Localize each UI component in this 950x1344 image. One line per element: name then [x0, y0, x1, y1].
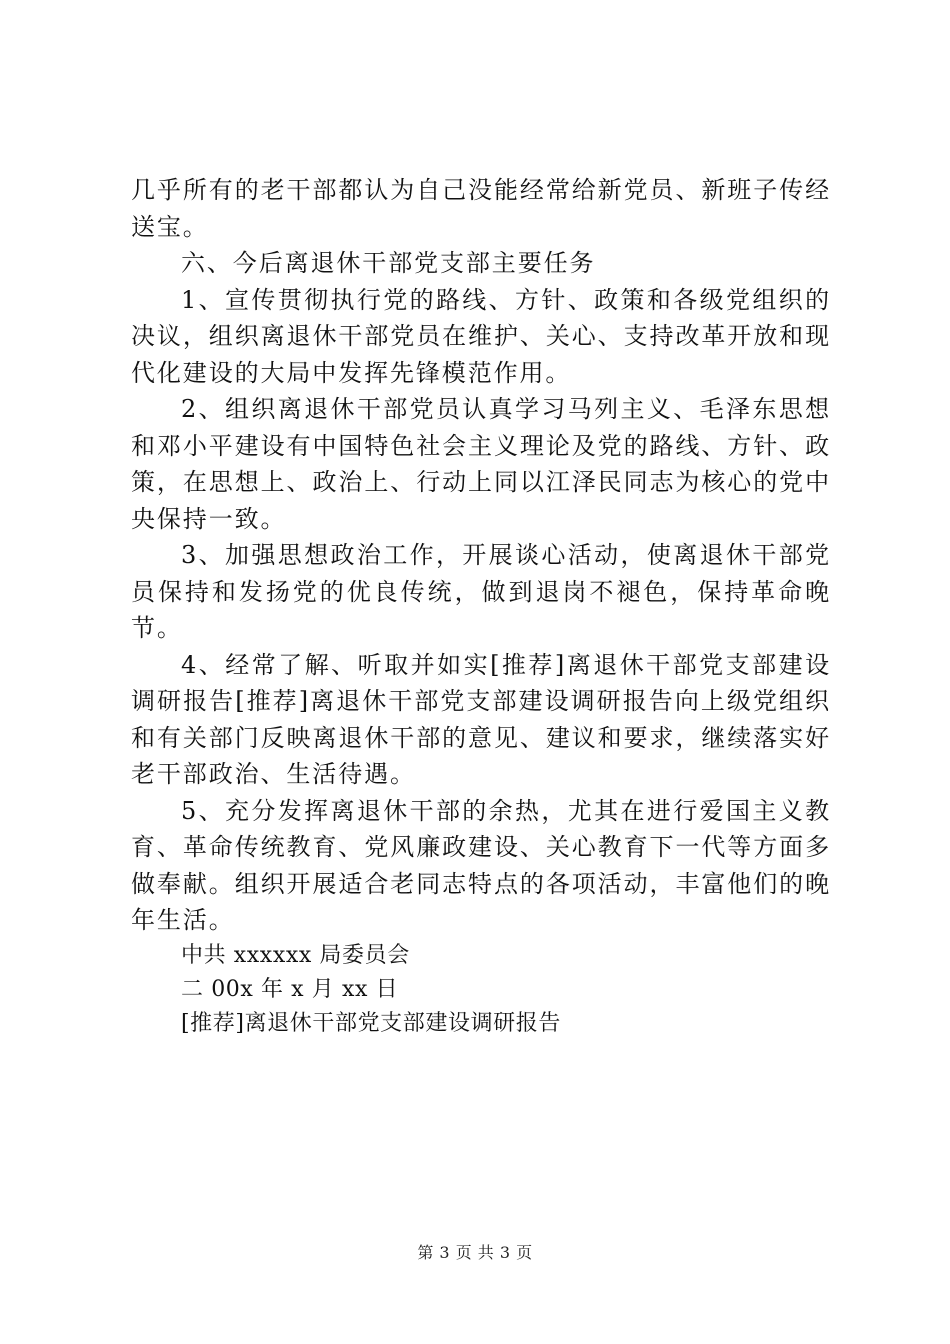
task-item-3: 3、加强思想政治工作，开展谈心活动，使离退休干部党员保持和发扬党的优良传统，做到退岗不褪色，保持革命晚节。 — [131, 541, 831, 642]
task-item-1: 1、宣传贯彻执行党的路线、方针、政策和各级党组织的决议，组织离退休干部党员在维护、关心、支持改革开放和现代化建设的大局中发挥先锋模范作用。 — [131, 285, 831, 387]
task-item-4: 4、经常了解、听取并如实[推荐]离退休干部党支部建设调研报告[推荐]离退休干部党支部建设调研报告向上级党组织和有关部门反映离退休干部的意见、建议和要求，继续落实好老干部政治、生活待遇。 — [131, 650, 831, 788]
task-item-5: 5、充分发挥离退休干部的余热，尤其在进行爱国主义教育、革命传统教育、党风廉政建设、关心教育下一代等方面多做奉献。组织开展适合老同志特点的各项活动，丰富他们的晚年生活。 — [131, 796, 831, 934]
signature-organization: 中共 xxxxxx 局委员会 — [181, 942, 410, 968]
signature-date: 二 00x 年 x 月 xx 日 — [181, 976, 399, 1002]
page-number: 第 3 页 共 3 页 — [417, 1243, 533, 1262]
task-item-2: 2、组织离退休干部党员认真学习马列主义、毛泽东思想和邓小平建设有中国特色社会主义理论及党的路线、方针、政策，在思想上、政治上、行动上同以江泽民同志为核心的党中央保持一致。 — [131, 395, 831, 533]
closing-title: [推荐]离退休干部党支部建设调研报告 — [181, 1010, 561, 1036]
paragraph-continuation: 几乎所有的老干部都认为自己没能经常给新党员、新班子传经送宝。 — [131, 176, 831, 241]
document-body — [131, 172, 831, 1041]
section-heading: 六、今后离退休干部党支部主要任务 — [181, 249, 596, 277]
